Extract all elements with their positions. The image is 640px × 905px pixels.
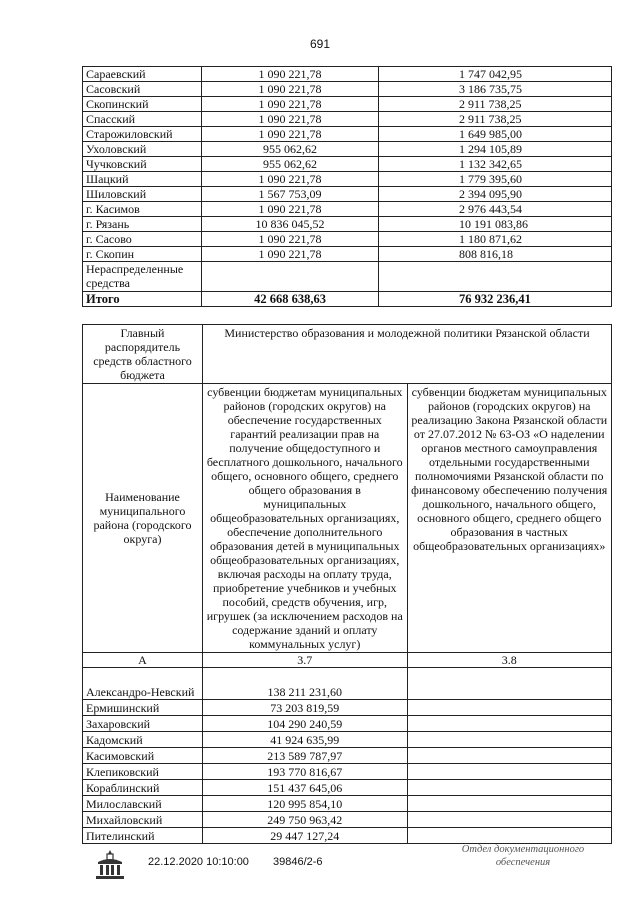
- district-name: Клепиковский: [83, 764, 203, 780]
- unallocated-row: [83, 262, 612, 292]
- district-name: Ухоловский: [83, 142, 202, 157]
- amount-3-8: [407, 748, 612, 764]
- district-name: Милославский: [83, 796, 203, 812]
- total-label: Итого: [83, 292, 202, 307]
- table-row: [83, 142, 612, 157]
- amount-col2: 1 132 342,65: [379, 157, 612, 172]
- unallocated-label: Нераспределенные средства: [83, 262, 202, 292]
- table-row: [83, 732, 612, 748]
- amount-col2: 808 816,18: [379, 247, 612, 262]
- amount-3-8: [407, 732, 612, 748]
- amount-col1: 955 062,62: [202, 142, 379, 157]
- table-row: [83, 112, 612, 127]
- subvention-table: [82, 324, 612, 844]
- amount-col1: 1 090 221,78: [202, 247, 379, 262]
- column-3-8-description: субвенции бюджетам муниципальных районов (городских округов) на реализацию Закона Рязанской области от 27.07.2012 № 63-ОЗ «О наделении органов местного самоуправления отдельными государственными полномочиями Рязанской области по финансовому обеспечению получения дошкольного, начального общего, основного общего, среднего общего образования в частных общеобразовательных организациях»: [407, 384, 612, 653]
- district-name: г. Скопин: [83, 247, 202, 262]
- amount-col1: 1 090 221,78: [202, 67, 379, 82]
- amount-col1: 1 090 221,78: [202, 82, 379, 97]
- amount-col1: 1 090 221,78: [202, 127, 379, 142]
- amount-3-7: 151 437 645,06: [203, 780, 408, 796]
- amount-col2: 1 779 395,60: [379, 172, 612, 187]
- department-stamp: Отдел документационного обеспечения: [461, 844, 585, 868]
- district-name: Скопинский: [83, 97, 202, 112]
- table-row: [83, 812, 612, 828]
- municipality-column-label: Наименование муниципального района (городского округа): [83, 384, 203, 653]
- table-row: [83, 764, 612, 780]
- amount-col2: 2 976 443,54: [379, 202, 612, 217]
- amount-col1: 1 567 753,09: [202, 187, 379, 202]
- table-row: [83, 748, 612, 764]
- district-name: Старожиловский: [83, 127, 202, 142]
- amount-3-7: 73 203 819,59: [203, 700, 408, 716]
- table-row: [83, 247, 612, 262]
- amount-col1: 955 062,62: [202, 157, 379, 172]
- allocation-table-continued: [82, 66, 612, 307]
- header-row-descriptions: [83, 384, 612, 653]
- amount-3-8: [407, 828, 612, 844]
- table-row: [83, 828, 612, 844]
- print-datetime: 22.12.2020 10:10:00: [148, 856, 249, 868]
- amount-col2: 2 394 095,90: [379, 187, 612, 202]
- index-3-7: 3.7: [203, 653, 408, 668]
- district-name: Кадомский: [83, 732, 203, 748]
- amount-col2: 2 911 738,25: [379, 112, 612, 127]
- table-row: [83, 67, 612, 82]
- amount-col2: 10 191 083,86: [379, 217, 612, 232]
- budget-manager-label: Главный распорядитель средств областного бюджета: [83, 325, 203, 384]
- district-name: Ермишинский: [83, 700, 203, 716]
- amount-col2: 3 186 735,75: [379, 82, 612, 97]
- amount-col1: 1 090 221,78: [202, 172, 379, 187]
- table-row: [83, 187, 612, 202]
- table-row: [83, 700, 612, 716]
- column-index-row: [83, 653, 612, 668]
- amount-col1: 1 090 221,78: [202, 202, 379, 217]
- amount-3-8: [407, 764, 612, 780]
- amount-col2: 1 747 042,95: [379, 67, 612, 82]
- amount-3-7: 29 447 127,24: [203, 828, 408, 844]
- amount-3-7: 104 290 240,59: [203, 716, 408, 732]
- table-row: [83, 157, 612, 172]
- unallocated-col2: [379, 262, 612, 292]
- district-name: Захаровский: [83, 716, 203, 732]
- amount-col2: 1 294 105,89: [379, 142, 612, 157]
- index-3-8: 3.8: [407, 653, 612, 668]
- amount-3-8: [407, 700, 612, 716]
- amount-3-8: [407, 668, 612, 700]
- district-name: г. Касимов: [83, 202, 202, 217]
- district-name: Александро-Невский: [83, 668, 203, 700]
- unallocated-col1: [202, 262, 379, 292]
- amount-3-8: [407, 812, 612, 828]
- emblem-icon: [92, 848, 128, 882]
- table-row: [83, 716, 612, 732]
- amount-3-7: 193 770 816,67: [203, 764, 408, 780]
- district-name: Сараевский: [83, 67, 202, 82]
- amount-col1: 1 090 221,78: [202, 97, 379, 112]
- amount-col2: 2 911 738,25: [379, 97, 612, 112]
- column-3-7-description: субвенции бюджетам муниципальных районов (городских округов) на обеспечение государственных гарантий реализации прав на получение общедоступного и бесплатного дошкольного, начального общего, основного общего, среднего общего образования в муниципальных общеобразовательных организациях, обеспечение дополнительного образования детей в муниципальных общеобразовательных организациях, включая расходы на оплату труда, приобретение учебников и учебных пособий, средств обучения, игр, игрушек (за исключением расходов на содержание зданий и оплату коммунальных услуг): [203, 384, 408, 653]
- district-name: Спасский: [83, 112, 202, 127]
- district-name: г. Сасово: [83, 232, 202, 247]
- amount-3-7: 120 995 854,10: [203, 796, 408, 812]
- index-a: А: [83, 653, 203, 668]
- table-row: [83, 202, 612, 217]
- amount-col1: 1 090 221,78: [202, 112, 379, 127]
- district-name: Михайловский: [83, 812, 203, 828]
- district-name: Чучковский: [83, 157, 202, 172]
- table-row: [83, 780, 612, 796]
- total-col1: 42 668 638,63: [202, 292, 379, 307]
- table-row: [83, 172, 612, 187]
- page-number: 691: [309, 37, 331, 51]
- table-row: [83, 217, 612, 232]
- amount-3-8: [407, 716, 612, 732]
- amount-3-8: [407, 796, 612, 812]
- total-col2: 76 932 236,41: [379, 292, 612, 307]
- amount-3-7: 41 924 635,99: [203, 732, 408, 748]
- table-row: [83, 127, 612, 142]
- total-row: [83, 292, 612, 307]
- header-row-ministry: [83, 325, 612, 384]
- district-name: Сасовский: [83, 82, 202, 97]
- district-name: Шацкий: [83, 172, 202, 187]
- amount-3-7: 249 750 963,42: [203, 812, 408, 828]
- amount-col2: 1 180 871,62: [379, 232, 612, 247]
- district-name: Кораблинский: [83, 780, 203, 796]
- table-row: [83, 232, 612, 247]
- amount-3-7: 138 211 231,60: [203, 668, 408, 700]
- amount-col1: 1 090 221,78: [202, 232, 379, 247]
- district-name: Шиловский: [83, 187, 202, 202]
- amount-col2: 1 649 985,00: [379, 127, 612, 142]
- amount-3-7: 213 589 787,97: [203, 748, 408, 764]
- table-row: [83, 97, 612, 112]
- district-name: Пителинский: [83, 828, 203, 844]
- document-code: 39846/2-6: [273, 856, 323, 868]
- amount-col1: 10 836 045,52: [202, 217, 379, 232]
- table-row: [83, 796, 612, 812]
- table-row: [83, 668, 612, 700]
- district-name: г. Рязань: [83, 217, 202, 232]
- district-name: Касимовский: [83, 748, 203, 764]
- ministry-name: Министерство образования и молодежной политики Рязанской области: [203, 325, 612, 384]
- amount-3-8: [407, 780, 612, 796]
- table-row: [83, 82, 612, 97]
